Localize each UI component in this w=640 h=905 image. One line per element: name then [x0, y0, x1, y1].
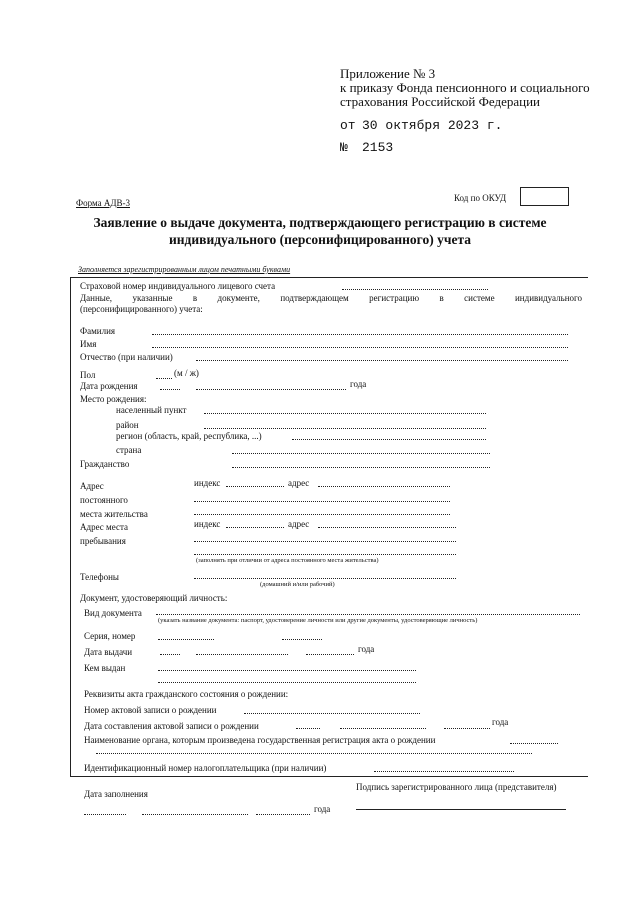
stay-address-input-3[interactable] — [194, 554, 456, 555]
appendix-number: Приложение № 3 — [340, 66, 436, 81]
order-date: 30 октября 2023 г. — [362, 118, 503, 133]
order-number: 2153 — [362, 140, 394, 155]
act-month-input[interactable] — [340, 728, 426, 729]
snils-label: Страховой номер индивидуального лицевого счета — [80, 281, 276, 291]
form-title — [0, 214, 640, 248]
permanent-address-label-line2: постоянного — [80, 495, 128, 505]
registration-data-intro-line2: (персонифицированного) учета: — [80, 304, 203, 314]
issue-month-input[interactable] — [196, 654, 288, 655]
settlement-input[interactable] — [204, 413, 486, 414]
form-title-line2: индивидуального (персонифицированного) учета — [169, 232, 471, 247]
form-top-border — [70, 277, 588, 278]
civil-act-header: Реквизиты акта гражданского состояния о рождении: — [84, 689, 289, 699]
stay-address-label-line2: пребывания — [80, 536, 126, 546]
fill-day-input[interactable] — [84, 814, 126, 815]
district-input[interactable] — [204, 428, 486, 429]
permanent-address-input-2[interactable] — [194, 501, 450, 502]
form-bottom-border — [70, 776, 588, 777]
citizenship-input[interactable] — [232, 467, 490, 468]
id-document-header: Документ, удостоверяющий личность: — [80, 593, 228, 603]
order-date-prefix: от — [340, 118, 356, 133]
sex-input[interactable] — [156, 378, 172, 379]
inn-label: Идентификационный номер налогоплательщика (при наличии) — [84, 763, 327, 773]
region-label: регион (область, край, республика, ...) — [116, 431, 262, 441]
permanent-address-word: адрес — [288, 478, 310, 488]
permanent-address-label-line1: Адрес — [80, 481, 104, 491]
fill-date-label: Дата заполнения — [84, 789, 148, 799]
issue-year-word: года — [358, 644, 375, 654]
name-input[interactable] — [152, 347, 568, 348]
act-day-input[interactable] — [296, 728, 320, 729]
act-year-word: года — [492, 717, 509, 727]
signature-label: Подпись зарегистрированного лица (представителя) — [356, 782, 557, 792]
order-number-prefix: № — [340, 140, 348, 155]
stay-index-label: индекс — [194, 519, 221, 529]
fill-note: Заполняется зарегистрированным лицом печатными буквами — [78, 265, 291, 274]
issued-by-input-2[interactable] — [158, 682, 416, 683]
birth-year-word: года — [350, 379, 367, 389]
form-left-border — [70, 277, 71, 777]
registration-data-intro — [80, 293, 582, 315]
fund-name: страхования Российской Федерации — [340, 94, 540, 109]
permanent-address-input-3[interactable] — [194, 514, 450, 515]
permanent-index-label: индекс — [194, 478, 221, 488]
settlement-label: населенный пункт — [116, 405, 187, 415]
sex-hint: (м / ж) — [174, 368, 199, 378]
country-input[interactable] — [232, 453, 490, 454]
surname-input[interactable] — [152, 334, 568, 335]
act-authority-input-2[interactable] — [96, 753, 532, 754]
snils-input[interactable] — [342, 289, 488, 290]
permanent-index-input[interactable] — [226, 486, 284, 487]
fill-year-word: года — [314, 804, 331, 814]
form-title-line1: Заявление о выдаче документа, подтверждающего регистрацию в системе — [93, 215, 547, 230]
document-type-note: (указать название документа: паспорт, удостоверение личности или другие документы, удостоверяющие личность) — [158, 617, 478, 624]
issued-by-input-1[interactable] — [158, 670, 416, 671]
act-year-input[interactable] — [444, 728, 490, 729]
fill-month-input[interactable] — [142, 814, 248, 815]
series-input[interactable] — [158, 639, 214, 640]
act-number-input[interactable] — [244, 713, 420, 714]
phones-note: (домашний и/или рабочий) — [260, 581, 335, 588]
act-number-label: Номер актовой записи о рождении — [84, 705, 217, 715]
birth-date-label: Дата рождения — [80, 381, 138, 391]
okud-code-box[interactable] — [520, 187, 569, 206]
stay-address-input-2[interactable] — [194, 541, 456, 542]
registration-data-intro-line1: Данные, указанные в документе, подтверждающем регистрацию в системе индивидуального — [80, 293, 582, 303]
phones-input[interactable] — [194, 578, 456, 579]
series-number-label: Серия, номер — [84, 631, 136, 641]
patronymic-input[interactable] — [196, 360, 568, 361]
issue-day-input[interactable] — [160, 654, 180, 655]
act-date-label: Дата составления актовой записи о рождении — [84, 721, 259, 731]
permanent-address-label — [80, 481, 148, 520]
signature-line[interactable] — [356, 809, 566, 810]
issued-by-label: Кем выдан — [84, 663, 126, 673]
document-type-input[interactable] — [156, 614, 580, 615]
issue-date-label: Дата выдачи — [84, 647, 133, 657]
issue-year-input[interactable] — [306, 654, 354, 655]
number-input[interactable] — [282, 639, 322, 640]
order-reference: к приказу Фонда пенсионного и социального — [340, 80, 590, 95]
citizenship-label: Гражданство — [80, 459, 130, 469]
stay-address-input-1[interactable] — [318, 527, 456, 528]
birth-month-year-input[interactable] — [196, 389, 346, 390]
act-authority-label: Наименование органа, которым произведена государственная регистрация акта о рождении — [84, 735, 436, 745]
name-label: Имя — [80, 339, 97, 349]
form-code: Форма АДВ-3 — [76, 198, 130, 208]
act-authority-input-1[interactable] — [510, 743, 558, 744]
fill-year-input[interactable] — [256, 814, 310, 815]
stay-address-note: (заполнять при отличии от адреса постоянного места жительства) — [196, 557, 379, 564]
country-label: страна — [116, 445, 142, 455]
phones-label: Телефоны — [80, 572, 119, 582]
district-label: район — [116, 420, 139, 430]
okud-label: Код по ОКУД — [454, 193, 507, 203]
stay-index-input[interactable] — [226, 527, 284, 528]
permanent-address-label-line3: места жительства — [80, 509, 148, 519]
region-input[interactable] — [292, 439, 486, 440]
sex-label: Пол — [80, 370, 96, 380]
birth-day-input[interactable] — [160, 389, 180, 390]
stay-address-label — [80, 522, 128, 547]
birth-place-label: Место рождения: — [80, 394, 147, 404]
stay-address-word: адрес — [288, 519, 310, 529]
stay-address-label-line1: Адрес места — [80, 522, 128, 532]
surname-label: Фамилия — [80, 326, 116, 336]
inn-input[interactable] — [374, 771, 514, 772]
document-type-label: Вид документа — [84, 608, 142, 618]
patronymic-label: Отчество (при наличии) — [80, 352, 173, 362]
permanent-address-input-1[interactable] — [318, 486, 450, 487]
